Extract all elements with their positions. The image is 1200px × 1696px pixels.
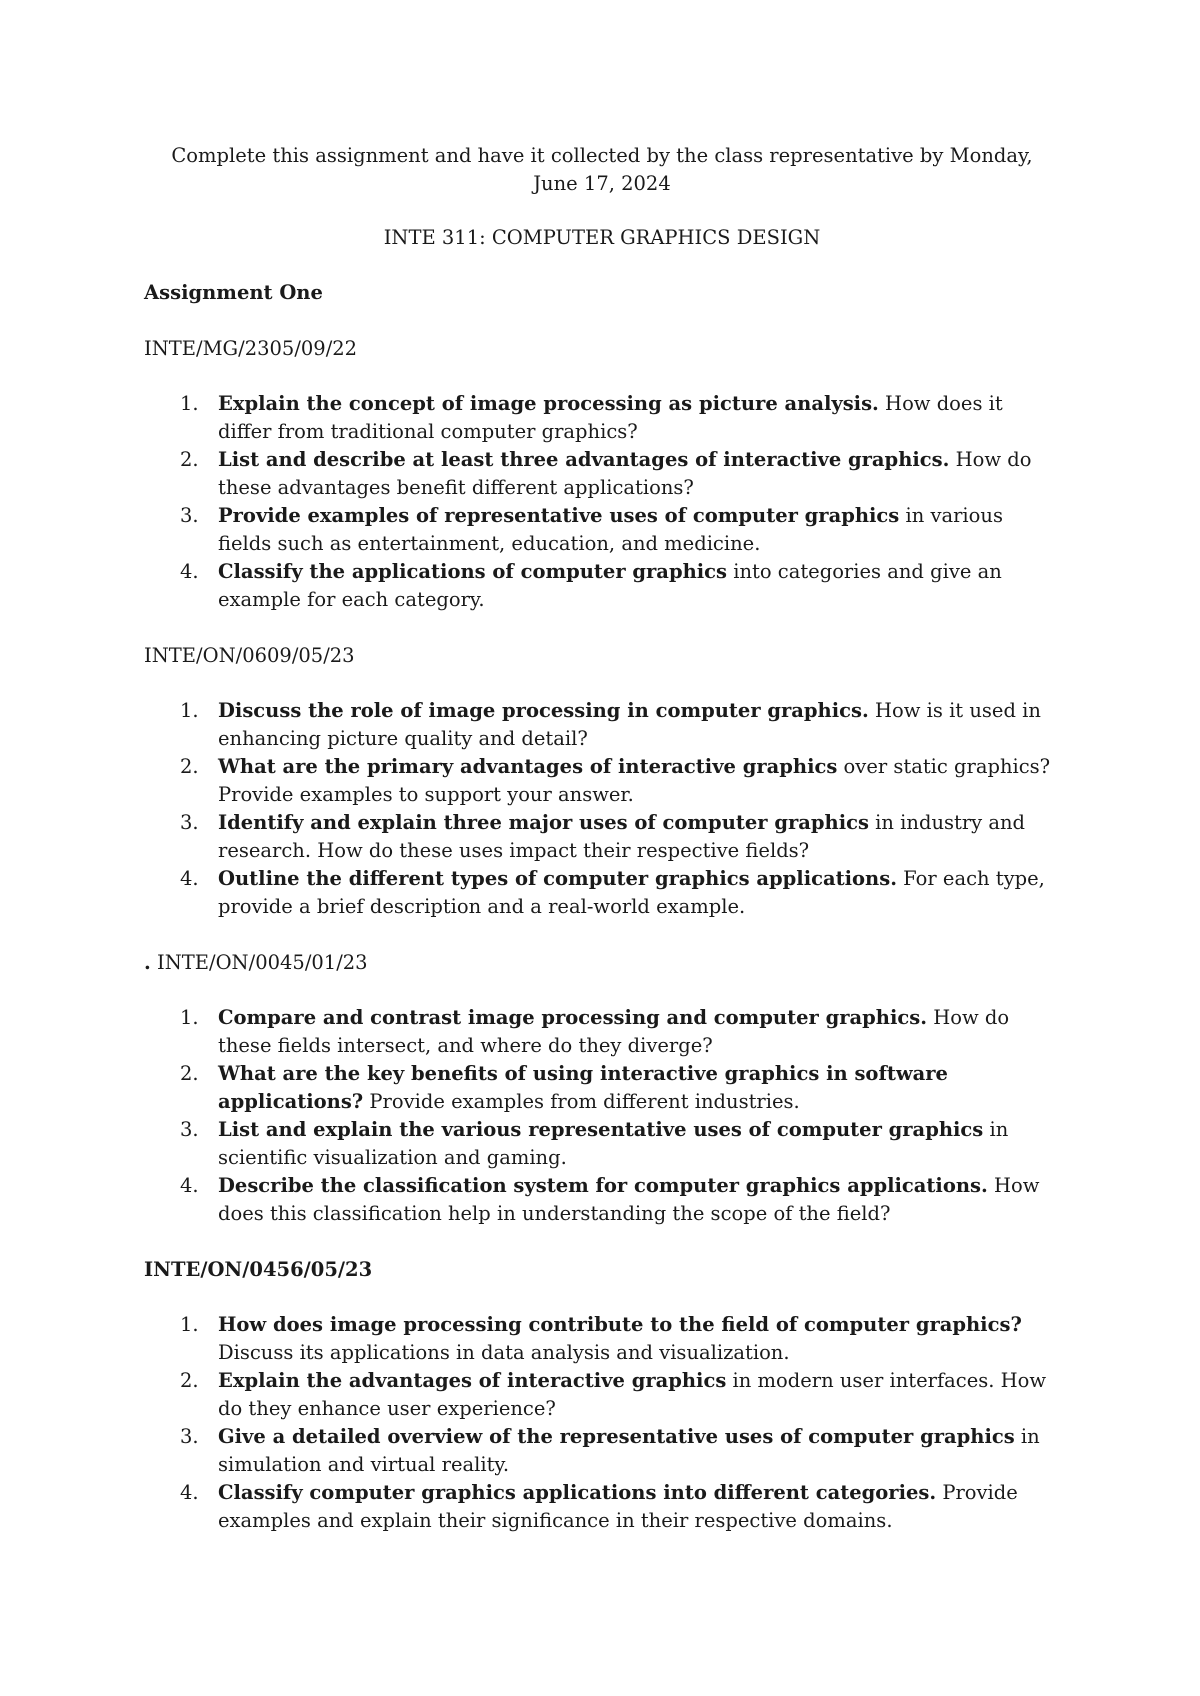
question-rest: over static graphics? Provide examples to support your answer. <box>218 755 1051 806</box>
question-bold: Compare and contrast image processing and computer graphics. <box>218 1006 927 1029</box>
question-list <box>144 390 1060 614</box>
question-item <box>144 1116 1060 1172</box>
question-bold: Identify and explain three major uses of computer graphics <box>218 811 869 834</box>
question-item <box>144 1311 1060 1367</box>
question-item <box>144 1172 1060 1228</box>
question-rest: in scientific visualization and gaming. <box>218 1118 1009 1169</box>
section-id: INTE/ON/0456/05/23 <box>144 1258 373 1281</box>
question-rest: in simulation and virtual reality. <box>218 1425 1040 1476</box>
question-list <box>144 1004 1060 1228</box>
question-rest: How does this classification help in understanding the scope of the field? <box>218 1174 1040 1225</box>
section-id: INTE/ON/0609/05/23 <box>144 644 355 667</box>
question-item <box>144 697 1060 753</box>
question-item <box>144 446 1060 502</box>
question-item <box>144 502 1060 558</box>
question-bold: How does image processing contribute to the field of computer graphics? <box>218 1313 1022 1336</box>
question-number: 3. <box>180 811 199 834</box>
question-number: 4. <box>180 1174 199 1197</box>
question-rest: in modern user interfaces. How do they enhance user experience? <box>218 1369 1047 1420</box>
question-bold: List and explain the various representative uses of computer graphics <box>218 1118 984 1141</box>
question-rest: How does it differ from traditional computer graphics? <box>218 392 1003 443</box>
question-number: 4. <box>180 867 199 890</box>
question-item <box>144 558 1060 614</box>
question-bold: List and describe at least three advantages of interactive graphics. <box>218 448 950 471</box>
question-item <box>144 809 1060 865</box>
question-bold: Outline the different types of computer graphics applications. <box>218 867 897 890</box>
question-item <box>144 865 1060 921</box>
question-rest: Provide examples and explain their significance in their respective domains. <box>218 1481 1018 1532</box>
question-number: 1. <box>180 1006 199 1029</box>
question-number: 3. <box>180 1425 199 1448</box>
question-list <box>144 697 1060 921</box>
question-item <box>144 1060 1060 1116</box>
question-item <box>144 753 1060 809</box>
question-number: 2. <box>180 1369 199 1392</box>
section-1 <box>144 335 1060 614</box>
course-title: INTE 311: COMPUTER GRAPHICS DESIGN <box>383 226 821 249</box>
question-bold: Discuss the role of image processing in computer graphics. <box>218 699 869 722</box>
question-rest: How do these advantages benefit different applications? <box>218 448 1032 499</box>
question-item <box>144 1004 1060 1060</box>
question-rest: into categories and give an example for each category. <box>218 560 1002 611</box>
question-number: 3. <box>180 1118 199 1141</box>
question-rest: How is it used in enhancing picture quality and detail? <box>218 699 1041 750</box>
question-number: 2. <box>180 755 199 778</box>
question-item <box>144 1479 1060 1535</box>
question-number: 4. <box>180 560 199 583</box>
section-2 <box>144 642 1060 921</box>
question-number: 2. <box>180 448 199 471</box>
assignment-title: Assignment One <box>144 281 323 304</box>
question-rest: in various fields such as entertainment, education, and medicine. <box>218 504 1003 555</box>
question-bold: Give a detailed overview of the representative uses of computer graphics <box>218 1425 1015 1448</box>
section-id-label: INTE/ON/0045/01/23 <box>150 951 368 974</box>
section-id: INTE/MG/2305/09/22 <box>144 337 358 360</box>
section-3 <box>144 949 1060 1228</box>
section-id-prefix: . <box>144 951 151 974</box>
question-rest: Discuss its applications in data analysis and visualization. <box>218 1341 790 1364</box>
question-bold: What are the primary advantages of interactive graphics <box>218 755 838 778</box>
question-rest: For each type, provide a brief description and a real-world example. <box>218 867 1045 918</box>
question-bold: Explain the advantages of interactive graphics <box>218 1369 727 1392</box>
question-item <box>144 1367 1060 1423</box>
question-bold: Classify computer graphics applications into different categories. <box>218 1481 937 1504</box>
question-bold: Provide examples of representative uses of computer graphics <box>218 504 900 527</box>
question-item <box>144 1423 1060 1479</box>
question-rest: in industry and research. How do these uses impact their respective fields? <box>218 811 1026 862</box>
question-number: 2. <box>180 1062 199 1085</box>
question-number: 1. <box>180 699 199 722</box>
section-id <box>144 949 1060 977</box>
question-rest: Provide examples from different industries. <box>363 1090 800 1113</box>
question-bold: Describe the classification system for computer graphics applications. <box>218 1174 988 1197</box>
question-bold: Classify the applications of computer graphics <box>218 560 728 583</box>
question-rest: How do these fields intersect, and where do they diverge? <box>218 1006 1010 1057</box>
section-4 <box>144 1256 1060 1535</box>
submission-notice: Complete this assignment and have it collected by the class representative by Monday, June 17, 2024 <box>171 144 1033 195</box>
question-number: 1. <box>180 392 199 415</box>
question-bold: What are the key benefits of using interactive graphics in software applications? <box>218 1062 948 1113</box>
question-list <box>144 1311 1060 1535</box>
question-item <box>144 390 1060 446</box>
question-number: 4. <box>180 1481 199 1504</box>
question-number: 1. <box>180 1313 199 1336</box>
question-number: 3. <box>180 504 199 527</box>
question-bold: Explain the concept of image processing as picture analysis. <box>218 392 879 415</box>
